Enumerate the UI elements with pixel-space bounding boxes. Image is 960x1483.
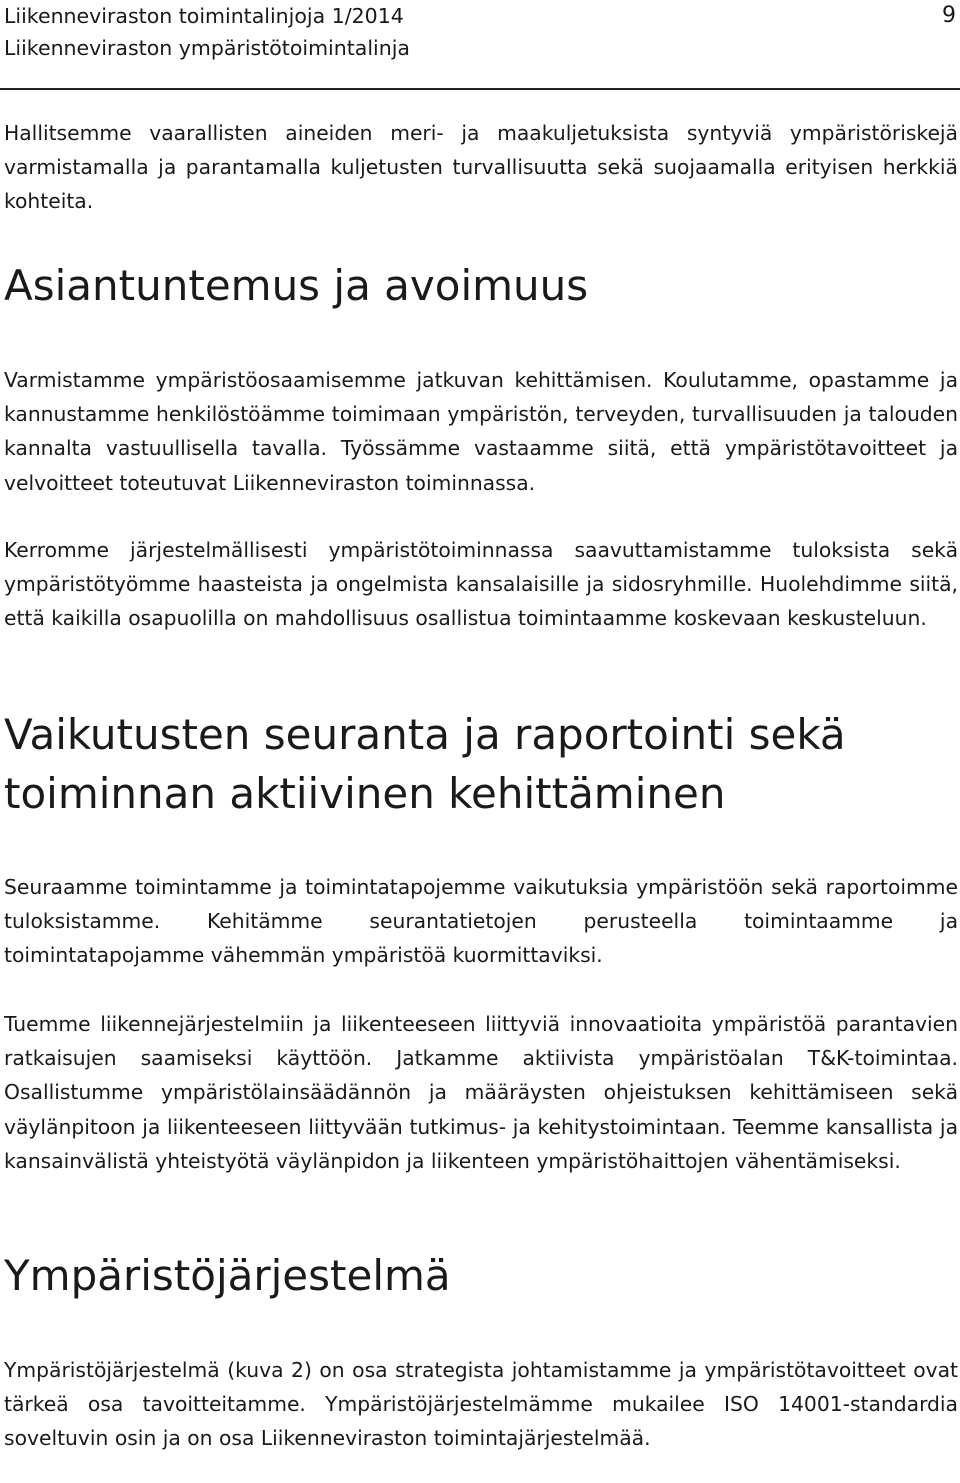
document-series: Liikenneviraston toimintalinjoja 1/2014 — [4, 4, 404, 28]
document-title: Liikenneviraston ympäristötoimintalinja — [4, 36, 410, 60]
monitoring-paragraph-2: Tuemme liikennejärjestelmiin ja liikenteeseen liittyviä innovaatioita ympäristöä parantavien ratkaisujen saamiseksi käyttöön. Jatkamme aktiivista ympäristöalan T&K-toimintaa. Osallistumme ympäristölainsäädännön ja määräysten ohjeistuksen kehittämiseen sekä väylänpitoon ja liikenteeseen liittyvään tutkimus- ja kehitystoimintaan. Teemme kansallista ja kansainvälistä yhteistyötä väylänpidon ja liikenteen ympäristöhaittojen vähentämiseksi. — [4, 1012, 958, 1173]
monitoring-paragraph-1: Seuraamme toimintamme ja toimintatapojemme vaikutuksia ympäristöön sekä raportoimme tuloksistamme. Kehitämme seurantatietojen perusteella toimintaamme ja toimintatapojamme vähemmän ympäristöä kuormittaviksi. — [4, 875, 958, 968]
section-heading-monitoring-line2: toiminnan aktiivinen kehittäminen — [4, 769, 726, 818]
expertise-paragraph-2: Kerromme järjestelmällisesti ympäristötoiminnassa saavuttamistamme tuloksista sekä ympäristötyömme haasteista ja ongelmista kansalaisille ja sidosryhmille. Huolehdimme siitä, että kaikilla osapuolilla on mahdollisuus osallistua toimintaamme koskevaan keskusteluun. — [4, 538, 958, 631]
section-heading-monitoring-line1: Vaikutusten seuranta ja raportointi sekä — [4, 710, 846, 759]
section-heading-environmental-system: Ympäristöjärjestelmä — [4, 1251, 451, 1300]
section-heading-expertise: Asiantuntemus ja avoimuus — [4, 261, 589, 310]
page-number: 9 — [942, 3, 956, 28]
intro-paragraph: Hallitsemme vaarallisten aineiden meri- ja maakuljetuksista syntyviä ympäristöriskejä varmistamalla ja parantamalla kuljetusten turvallisuutta sekä suojaamalla erityisen herkkiä kohteita. — [4, 121, 958, 214]
expertise-paragraph-1: Varmistamme ympäristöosaamisemme jatkuvan kehittämisen. Koulutamme, opastamme ja kannustamme henkilöstöämme toimimaan ympäristön, terveyden, turvallisuuden ja talouden kannalta vastuullisella tavalla. Työssämme vastaamme siitä, että ympäristötavoitteet ja velvoitteet toteutuvat Liikenneviraston toiminnassa. — [4, 368, 958, 495]
environmental-system-paragraph: Ympäristöjärjestelmä (kuva 2) on osa strategista johtamistamme ja ympäristötavoitteet ovat tärkeä osa tavoitteitamme. Ympäristöjärjestelmämme mukailee ISO 14001-standardia soveltuvin osin ja on osa Liikenneviraston toimintajärjestelmää. — [4, 1358, 958, 1451]
header-divider — [0, 88, 960, 90]
